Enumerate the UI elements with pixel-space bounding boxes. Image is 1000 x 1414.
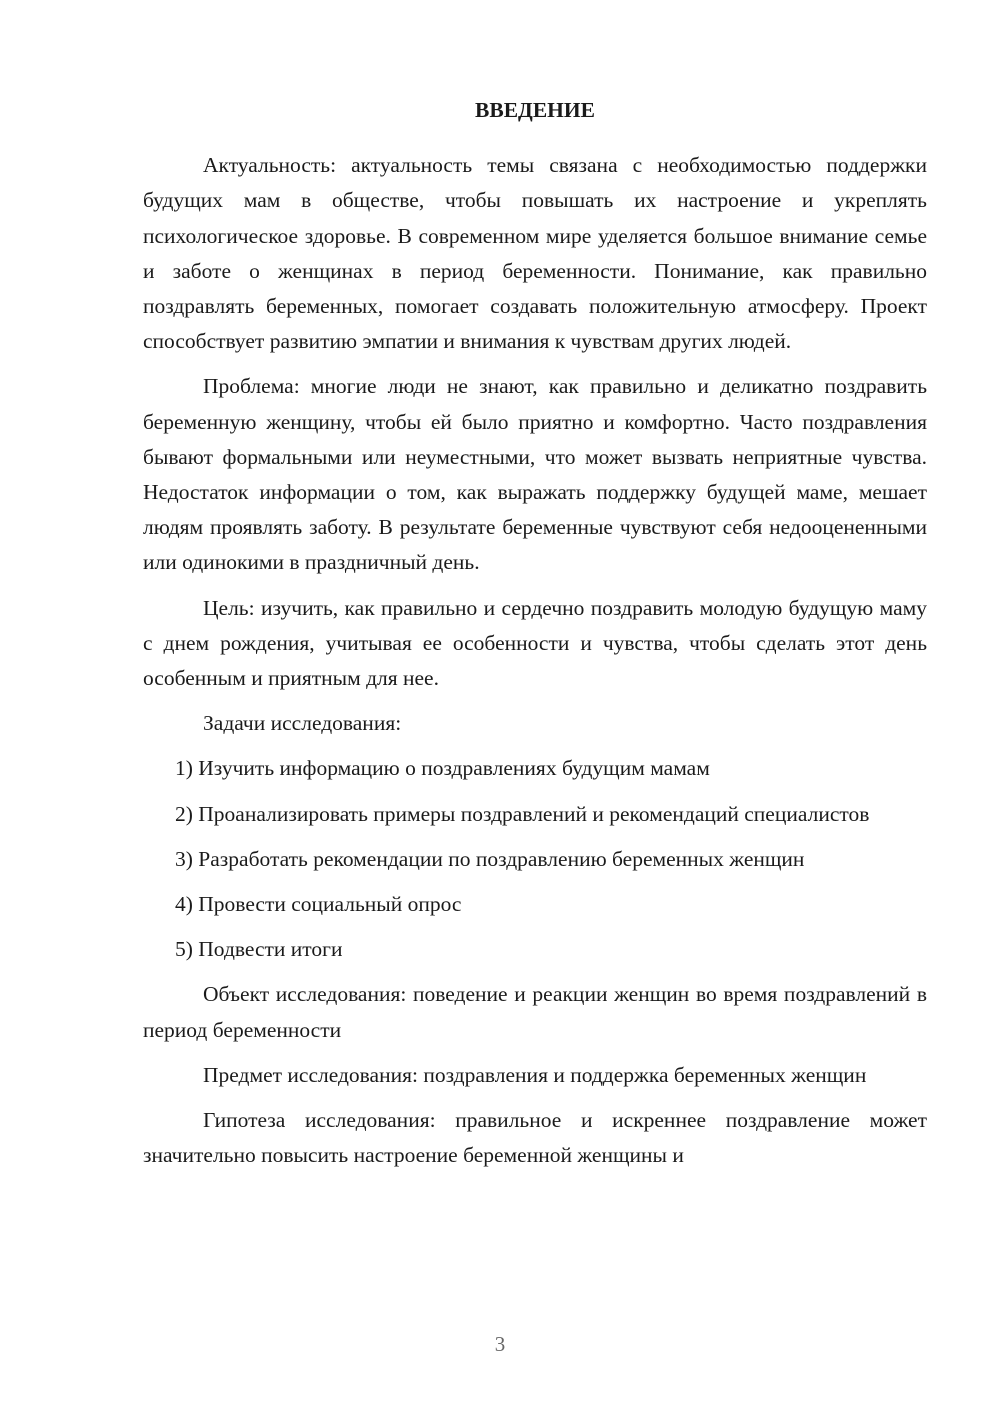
task-item-3: 3) Разработать рекомендации по поздравлению беременных женщин (175, 846, 805, 871)
object-paragraph: Объект исследования: поведение и реакции женщин во время поздравлений в период беременности (143, 982, 927, 1042)
task-item-4: 4) Провести социальный опрос (175, 892, 462, 917)
tasks-heading: Задачи исследования: (203, 711, 402, 736)
task-item-1: 1) Изучить информацию о поздравлениях будущим мамам (175, 756, 710, 781)
page-number: 3 (494, 1332, 506, 1356)
hypothesis-paragraph: Гипотеза исследования: правильное и искреннее поздравление может значительно повысить настроение беременной женщины и (143, 1108, 927, 1168)
problem-paragraph: Проблема: многие люди не знают, как правильно и деликатно поздравить беременную женщину, чтобы ей было приятно и комфортно. Часто поздравления бывают формальными или неуместными, что может вызвать неприятные чувства. Недостаток информации о том, как выражать поддержку будущей маме, мешает людям проявлять заботу. В результате беременные чувствуют себя недооцененными или одинокими в праздничный день. (143, 374, 927, 575)
task-item-5: 5) Подвести итоги (175, 937, 343, 962)
document-body (143, 93, 927, 1183)
section-title: ВВЕДЕНИЕ (475, 98, 595, 122)
goal-paragraph: Цель: изучить, как правильно и сердечно поздравить молодую будущую маму с днем рождения, учитывая ее особенности и чувства, чтобы сделать этот день особенным и приятным для нее. (143, 595, 927, 691)
task-item-2: 2) Проанализировать примеры поздравлений и рекомендаций специалистов (175, 801, 870, 826)
subject-paragraph: Предмет исследования: поздравления и поддержка беременных женщин (203, 1062, 867, 1087)
relevance-paragraph: Актуальность: актуальность темы связана с необходимостью поддержки будущих мам в обществе, чтобы повышать их настроение и укреплять психологическое здоровье. В современном мире уделяется большое внимание семье и заботе о женщинах в период беременности. Понимание, как правильно поздравлять беременных, помогает создавать положительную атмосферу. Проект способствует развитию эмпатии и внимания к чувствам других людей. (143, 153, 927, 354)
